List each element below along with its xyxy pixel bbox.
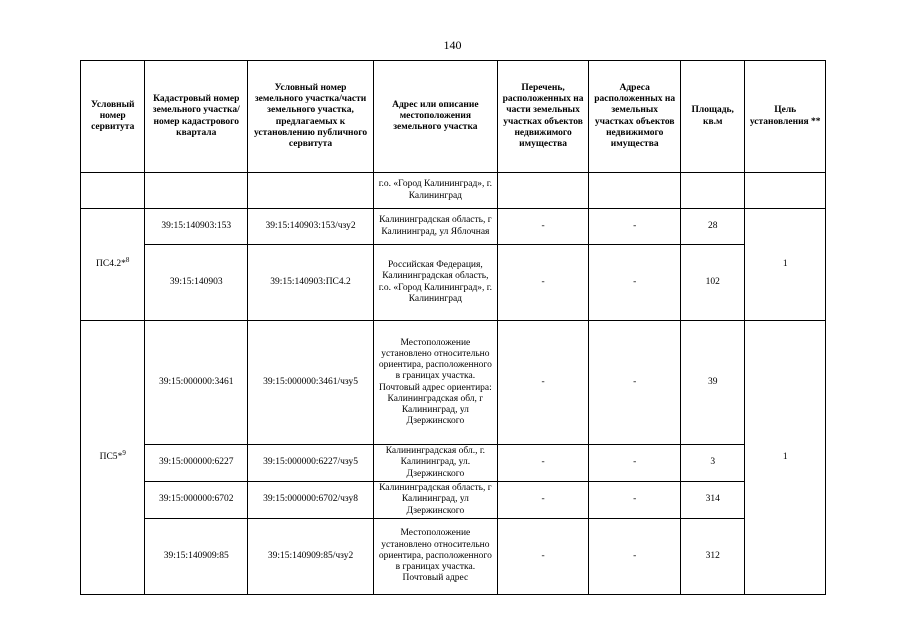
cell-area: 28 xyxy=(681,209,745,245)
header-cadastral-number: Кадастровый номер земельного участка/номер кадастрового квартала xyxy=(145,61,248,173)
cell-objects: - xyxy=(497,519,589,595)
footnote-mark: 9 xyxy=(122,448,126,457)
cell-cadastral-number: 39:15:000000:6227 xyxy=(145,445,248,482)
cell-conditional-number: 39:15:000000:6227/чзу5 xyxy=(248,445,374,482)
cell-objects: - xyxy=(497,245,589,321)
servitude-table xyxy=(80,60,826,595)
cell-cadastral-number: 39:15:140909:85 xyxy=(145,519,248,595)
cell-cadastral-number: 39:15:000000:3461 xyxy=(145,321,248,445)
cell-conditional-number: 39:15:140903:153/чзу2 xyxy=(248,209,374,245)
cell-objects xyxy=(497,173,589,209)
cell-address: г.о. «Город Калининград», г. Калининград xyxy=(373,173,497,209)
header-conditional-number: Условный номер земельного участка/части земельного участка, предлагаемых к установлению публичного сервитута xyxy=(248,61,374,173)
cell-object-addresses: - xyxy=(589,519,681,595)
table-row xyxy=(81,445,826,482)
header-purpose: Цель установления ** xyxy=(745,61,826,173)
cell-cadastral-number: 39:15:140903:153 xyxy=(145,209,248,245)
header-objects-list: Перечень, расположенных на части земельных участках объектов недвижимого имущества xyxy=(497,61,589,173)
cell-area: 102 xyxy=(681,245,745,321)
cell-cadastral-number: 39:15:000000:6702 xyxy=(145,482,248,519)
cell-conditional-number: 39:15:000000:3461/чзу5 xyxy=(248,321,374,445)
cell-servitude-number: ПС5*$^9$ xyxy=(81,321,145,595)
cell-purpose xyxy=(745,173,826,209)
cell-conditional-number: 39:15:140909:85/чзу2 xyxy=(248,519,374,595)
header-servitude-number: Условный номер сервитута xyxy=(81,61,145,173)
footnote-mark: 8 xyxy=(125,255,130,264)
cell-object-addresses xyxy=(589,173,681,209)
cell-area: 314 xyxy=(681,482,745,519)
cell-object-addresses: - xyxy=(589,321,681,445)
cell-area xyxy=(681,173,745,209)
cell-area: 312 xyxy=(681,519,745,595)
cell-cadastral-number: 39:15:140903 xyxy=(145,245,248,321)
cell-object-addresses: - xyxy=(589,245,681,321)
cell-object-addresses: - xyxy=(589,482,681,519)
cell-purpose: 1 xyxy=(745,209,826,321)
cell-object-addresses: - xyxy=(589,445,681,482)
header-row xyxy=(81,61,826,173)
table-row xyxy=(81,321,826,445)
cell-conditional-number: 39:15:000000:6702/чзу8 xyxy=(248,482,374,519)
table-row xyxy=(81,245,826,321)
cell-address: Калининградская область, г Калининград, ул Яблочная xyxy=(373,209,497,245)
header-object-addresses: Адреса расположенных на земельных участках объектов недвижимого имущества xyxy=(589,61,681,173)
cell-conditional-number: 39:15:140903:ПС4.2 xyxy=(248,245,374,321)
cell-address: Российская Федерация, Калининградская область, г.о. «Город Калининград», г. Калининград xyxy=(373,245,497,321)
page-number: 140 xyxy=(443,38,462,52)
cell-address: Местоположение установлено относительно ориентира, расположенного в границах участка. Почтовый адрес ориентира: Калининградская обл, г Калининград, ул Дзержинского xyxy=(373,321,497,445)
table-row xyxy=(81,173,826,209)
cell-area: 3 xyxy=(681,445,745,482)
cell-objects: - xyxy=(497,321,589,445)
cell-cadastral-number xyxy=(145,173,248,209)
cell-conditional-number xyxy=(248,173,374,209)
cell-purpose: 1 xyxy=(745,321,826,595)
header-area: Площадь, кв.м xyxy=(681,61,745,173)
table-row xyxy=(81,482,826,519)
cell-address: Калининградская область, г Калининград, ул Дзержинского xyxy=(373,482,497,519)
cell-object-addresses: - xyxy=(589,209,681,245)
cell-address: Местоположение установлено относительно ориентира, расположенного в границах участка. Почтовый адрес xyxy=(373,519,497,595)
cell-objects: - xyxy=(497,445,589,482)
cell-objects: - xyxy=(497,209,589,245)
cell-area: 39 xyxy=(681,321,745,445)
table-row xyxy=(81,209,826,245)
header-address: Адрес или описание местоположения земельного участка xyxy=(373,61,497,173)
cell-objects: - xyxy=(497,482,589,519)
cell-servitude-number: ПС4.2*$^8$ xyxy=(81,209,145,321)
table-row xyxy=(81,519,826,595)
cell-servitude-number xyxy=(81,173,145,209)
cell-address: Калининградская обл., г. Калининград, ул. Дзержинского xyxy=(373,445,497,482)
